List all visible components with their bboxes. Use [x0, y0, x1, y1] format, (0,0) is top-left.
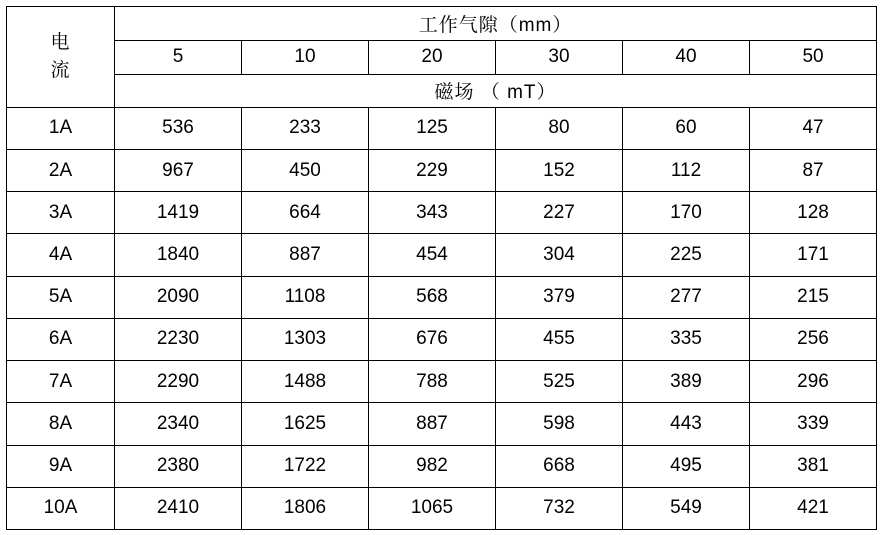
table-row [7, 318, 877, 360]
cell-7-2: 887 [369, 403, 496, 445]
cell-6-3: 525 [496, 361, 623, 403]
cell-2-3: 227 [496, 192, 623, 234]
cell-5-3: 455 [496, 318, 623, 360]
table-row [7, 107, 877, 149]
cell-1-3: 152 [496, 150, 623, 192]
cell-0-5: 47 [750, 107, 877, 149]
table-row [7, 234, 877, 276]
cell-4-3: 379 [496, 276, 623, 318]
cell-9-1: 1806 [242, 487, 369, 529]
row-current-5: 6A [7, 318, 115, 360]
row-current-7: 8A [7, 403, 115, 445]
cell-3-4: 225 [623, 234, 750, 276]
table-row [7, 487, 877, 529]
cell-5-4: 335 [623, 318, 750, 360]
cell-4-2: 568 [369, 276, 496, 318]
cell-9-0: 2410 [115, 487, 242, 529]
cell-2-1: 664 [242, 192, 369, 234]
cell-2-5: 128 [750, 192, 877, 234]
cell-4-4: 277 [623, 276, 750, 318]
cell-8-3: 668 [496, 445, 623, 487]
magnetic-field-table [6, 6, 877, 530]
gap-header: 工作气隙（mm） [115, 7, 877, 41]
cell-8-2: 982 [369, 445, 496, 487]
cell-1-5: 87 [750, 150, 877, 192]
row-current-0: 1A [7, 107, 115, 149]
cell-8-5: 381 [750, 445, 877, 487]
cell-5-0: 2230 [115, 318, 242, 360]
cell-4-5: 215 [750, 276, 877, 318]
cell-1-2: 229 [369, 150, 496, 192]
gap-value-3: 30 [496, 40, 623, 74]
cell-2-4: 170 [623, 192, 750, 234]
cell-6-1: 1488 [242, 361, 369, 403]
table-row [7, 150, 877, 192]
cell-7-1: 1625 [242, 403, 369, 445]
cell-0-3: 80 [496, 107, 623, 149]
row-current-8: 9A [7, 445, 115, 487]
gap-value-2: 20 [369, 40, 496, 74]
cell-7-5: 339 [750, 403, 877, 445]
cell-3-2: 454 [369, 234, 496, 276]
cell-0-1: 233 [242, 107, 369, 149]
gap-value-4: 40 [623, 40, 750, 74]
table-row [7, 361, 877, 403]
cell-5-1: 1303 [242, 318, 369, 360]
cell-9-4: 549 [623, 487, 750, 529]
table-row [7, 403, 877, 445]
cell-1-4: 112 [623, 150, 750, 192]
cell-7-3: 598 [496, 403, 623, 445]
table-row [7, 276, 877, 318]
cell-3-3: 304 [496, 234, 623, 276]
cell-0-4: 60 [623, 107, 750, 149]
row-current-9: 10A [7, 487, 115, 529]
cell-0-2: 125 [369, 107, 496, 149]
cell-5-2: 676 [369, 318, 496, 360]
cell-4-1: 1108 [242, 276, 369, 318]
cell-6-5: 296 [750, 361, 877, 403]
cell-5-5: 256 [750, 318, 877, 360]
cell-7-4: 443 [623, 403, 750, 445]
cell-8-1: 1722 [242, 445, 369, 487]
cell-3-5: 171 [750, 234, 877, 276]
cell-2-2: 343 [369, 192, 496, 234]
gap-value-1: 10 [242, 40, 369, 74]
row-current-3: 4A [7, 234, 115, 276]
gap-value-0: 5 [115, 40, 242, 74]
table-header-row-gap-values [7, 40, 877, 74]
cell-9-5: 421 [750, 487, 877, 529]
cell-4-0: 2090 [115, 276, 242, 318]
row-current-6: 7A [7, 361, 115, 403]
cell-9-3: 732 [496, 487, 623, 529]
current-label-line-1: 电 [50, 32, 71, 54]
table-header-row-field [7, 74, 877, 107]
cell-8-4: 495 [623, 445, 750, 487]
cell-3-0: 1840 [115, 234, 242, 276]
field-header: 磁场 （ mT） [115, 74, 877, 107]
cell-8-0: 2380 [115, 445, 242, 487]
cell-6-0: 2290 [115, 361, 242, 403]
cell-3-1: 887 [242, 234, 369, 276]
cell-6-4: 389 [623, 361, 750, 403]
cell-6-2: 788 [369, 361, 496, 403]
table-header-row-gap [7, 7, 877, 41]
cell-7-0: 2340 [115, 403, 242, 445]
cell-1-1: 450 [242, 150, 369, 192]
cell-1-0: 967 [115, 150, 242, 192]
current-label-line-2: 流 [50, 59, 71, 81]
row-current-4: 5A [7, 276, 115, 318]
gap-value-5: 50 [750, 40, 877, 74]
cell-9-2: 1065 [369, 487, 496, 529]
cell-2-0: 1419 [115, 192, 242, 234]
table-row [7, 445, 877, 487]
table-row [7, 192, 877, 234]
row-header-current-label [7, 7, 115, 108]
cell-0-0: 536 [115, 107, 242, 149]
row-current-1: 2A [7, 150, 115, 192]
row-current-2: 3A [7, 192, 115, 234]
